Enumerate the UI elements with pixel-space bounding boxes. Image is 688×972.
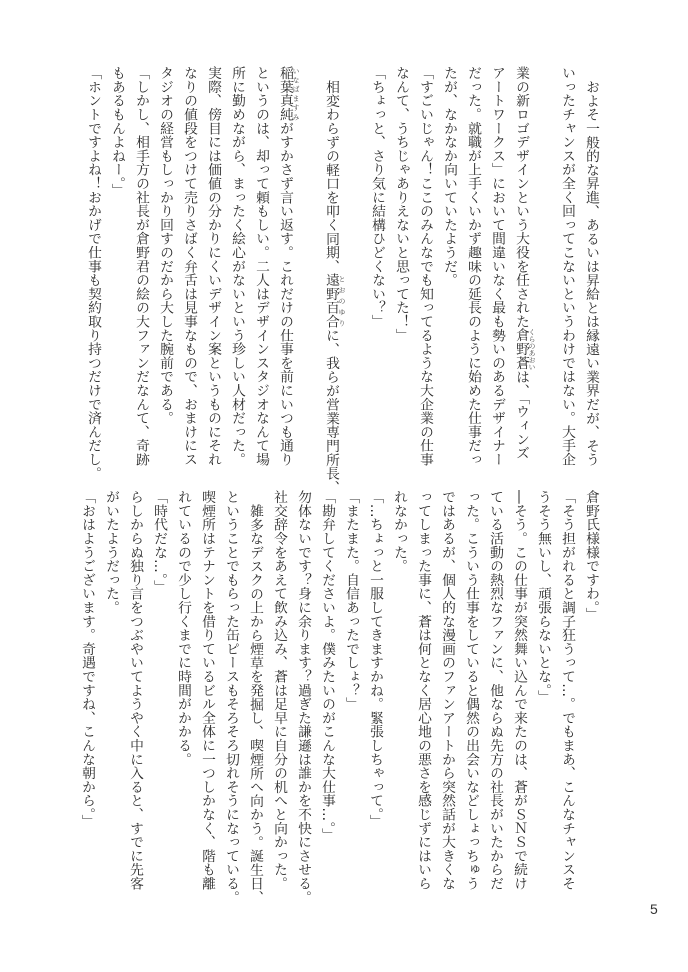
text-line — [291, 490, 315, 904]
text-line — [435, 490, 459, 900]
text-line — [459, 490, 483, 900]
text-segment: がすかさず言い返す。これだけの仕事を前にいつも通り — [277, 121, 293, 467]
text-segment: 「ちょっと、さり気に結構ひどくない？」 — [369, 66, 385, 329]
text-segment: というのは、却って頼もしい。二人はデザインスタジオなんて場 — [253, 66, 269, 467]
text-line — [273, 66, 319, 476]
text-segment: 「すごいじゃん！ここのみんなでも知ってるような大企業の仕事 — [417, 66, 433, 467]
text-line — [507, 490, 531, 900]
text-line — [413, 66, 437, 476]
text-segment: ではあるが、個人的な漫画のファンアートから突然話が大きくな — [439, 490, 455, 891]
text-line — [339, 490, 363, 900]
text-line — [99, 490, 123, 900]
text-segment: 「…ちょっと一服してきますかね。緊張しちゃって。」 — [367, 490, 383, 829]
text-segment: もあるもんよねー。」 — [109, 66, 125, 198]
text-segment: 社交辞令をあえて飲み込み、蒼は足早に自分の机へと向かった。 — [271, 490, 287, 891]
text-line — [315, 490, 339, 900]
text-segment: 「またまた。自信あったでしょ？」 — [343, 490, 359, 711]
text-segment: 「時代だな…。」 — [151, 490, 167, 594]
text-line — [365, 66, 389, 476]
text-segment: 相変わらずの軽口を叩く同期、 — [323, 79, 339, 273]
ruby-name — [277, 66, 300, 122]
text-segment: 「しかし、相手方の社長が倉野君の絵の大ファンだなんて、奇跡 — [133, 66, 149, 467]
ruby-base: 稲葉真純 — [277, 66, 293, 122]
text-segment: うそう無いし、頑張らないとな。」 — [535, 490, 551, 704]
text-line — [123, 490, 147, 900]
text-segment: 「ホントですよね！おかげで仕事も契約取り持つだけで済んだし。 — [85, 66, 101, 480]
text-segment: およそ一般的な昇進、あるいは昇給とは縁遠い業界だが、そう — [583, 79, 599, 467]
text-segment: らしからぬ独り言をつぶやいてようやく中に入ると、すでに先客 — [127, 490, 143, 891]
ruby-reading: とおのゆり — [338, 273, 346, 329]
text-segment: った。こういう仕事をしていると偶然の出会いなどしょっちゅう — [463, 490, 479, 891]
text-segment: 「おはようございます。奇遇ですね、こんな朝から。」 — [79, 490, 95, 829]
text-line — [243, 490, 267, 904]
text-line — [579, 490, 603, 900]
text-segment: たが、なかなか向いていたようだ。 — [441, 66, 457, 287]
text-line — [201, 66, 225, 476]
text-segment: 業の新ロゴデザインという大役を任された — [513, 66, 529, 329]
text-segment: 喫煙所はテナントを借りているビル全体に一つしかなく、階も離 — [199, 490, 215, 891]
text-line — [389, 66, 413, 476]
text-line — [509, 66, 555, 476]
text-segment: なんて、うちじゃありえないと思ってた！」 — [393, 66, 409, 342]
text-line — [319, 66, 365, 494]
page-number: 5 — [650, 901, 658, 917]
text-line — [411, 490, 435, 900]
text-line — [81, 66, 105, 480]
ruby-name — [513, 328, 536, 371]
text-segment: 「勘弁してくださいよ。僕みたいのがこんな大仕事…。」 — [319, 490, 335, 842]
text-segment: ってしまった事に、蒼は何となく居心地の悪さを感じずにはいら — [415, 490, 431, 891]
text-line — [483, 490, 507, 900]
text-line — [485, 66, 509, 476]
text-segment: なりの値段をつけて売りさばく弁舌は見事なもので、おまけにス — [181, 66, 197, 467]
text-segment: れなかった。 — [391, 490, 407, 573]
text-line — [147, 490, 171, 900]
text-line — [177, 66, 201, 476]
text-segment: は、「ウィンズ — [513, 370, 529, 460]
text-line — [249, 66, 273, 476]
text-line — [219, 490, 243, 904]
upper-text-block — [81, 66, 603, 494]
text-segment: アートワークス」において間違いなく最も勢いのあるデザイナー — [489, 66, 505, 467]
text-line — [461, 66, 485, 476]
text-segment: ている活動の熱烈なファンに、他ならぬ先方の社長がいたからだ — [487, 490, 503, 891]
text-line — [363, 490, 387, 900]
text-line — [171, 490, 195, 900]
text-segment: だった。就職が上手くいかず趣味の延長のように始めた仕事だっ — [465, 66, 481, 467]
ruby-base: 遠野百合 — [323, 273, 339, 329]
text-segment: 勿体ないです？身に余ります？過ぎた謙遜は誰かを不快にさせる。 — [295, 490, 311, 904]
ruby-name — [323, 273, 346, 329]
text-segment: いったチャンスが全く回ってこないというわけではない。大手企 — [559, 66, 575, 467]
text-line — [129, 66, 153, 476]
text-line — [555, 490, 579, 900]
text-segment: ―そう。この仕事が突然舞い込んで来たのは、蒼がＳＮＳで続け — [511, 490, 527, 891]
text-segment: ということでもらった缶ピースもそろそろ切れそうになっている。 — [223, 490, 239, 904]
text-segment: れているので少し行くまでに時間がかかる。 — [175, 490, 191, 766]
lower-text-block — [75, 490, 603, 904]
text-segment: 「そう担がれると調子狂うって…。でもまあ、こんなチャンスそ — [559, 490, 575, 891]
ruby-base: 倉野蒼 — [513, 328, 529, 371]
text-line — [387, 490, 411, 900]
text-segment: 雑多なデスクの上から煙草を発掘し、喫煙所へ向かう。誕生日、 — [247, 503, 263, 904]
text-line — [195, 490, 219, 900]
text-line — [267, 490, 291, 900]
text-line — [579, 66, 603, 476]
text-segment: がいたようだった。 — [103, 490, 119, 615]
text-line — [105, 66, 129, 476]
ruby-reading: いなばますみ — [292, 66, 300, 122]
text-segment: に、我らが営業専門所長、 — [323, 328, 339, 494]
ruby-reading: くらのあおい — [528, 328, 536, 371]
text-line — [555, 66, 579, 476]
text-segment: 倉野氏様様ですわ。」 — [583, 490, 599, 622]
text-line — [75, 490, 99, 900]
text-line — [531, 490, 555, 900]
text-segment: タジオの経営もしっかり回すのだから大した腕前である。 — [157, 66, 173, 425]
text-line — [437, 66, 461, 476]
text-segment: 実際、傍目には価値の分かりにくいデザイン案というものにそれ — [205, 66, 221, 467]
text-line — [153, 66, 177, 476]
text-line — [225, 66, 249, 476]
text-segment: 所に勤めながら、まったく絵心がないという珍しい人材だった。 — [229, 66, 245, 467]
